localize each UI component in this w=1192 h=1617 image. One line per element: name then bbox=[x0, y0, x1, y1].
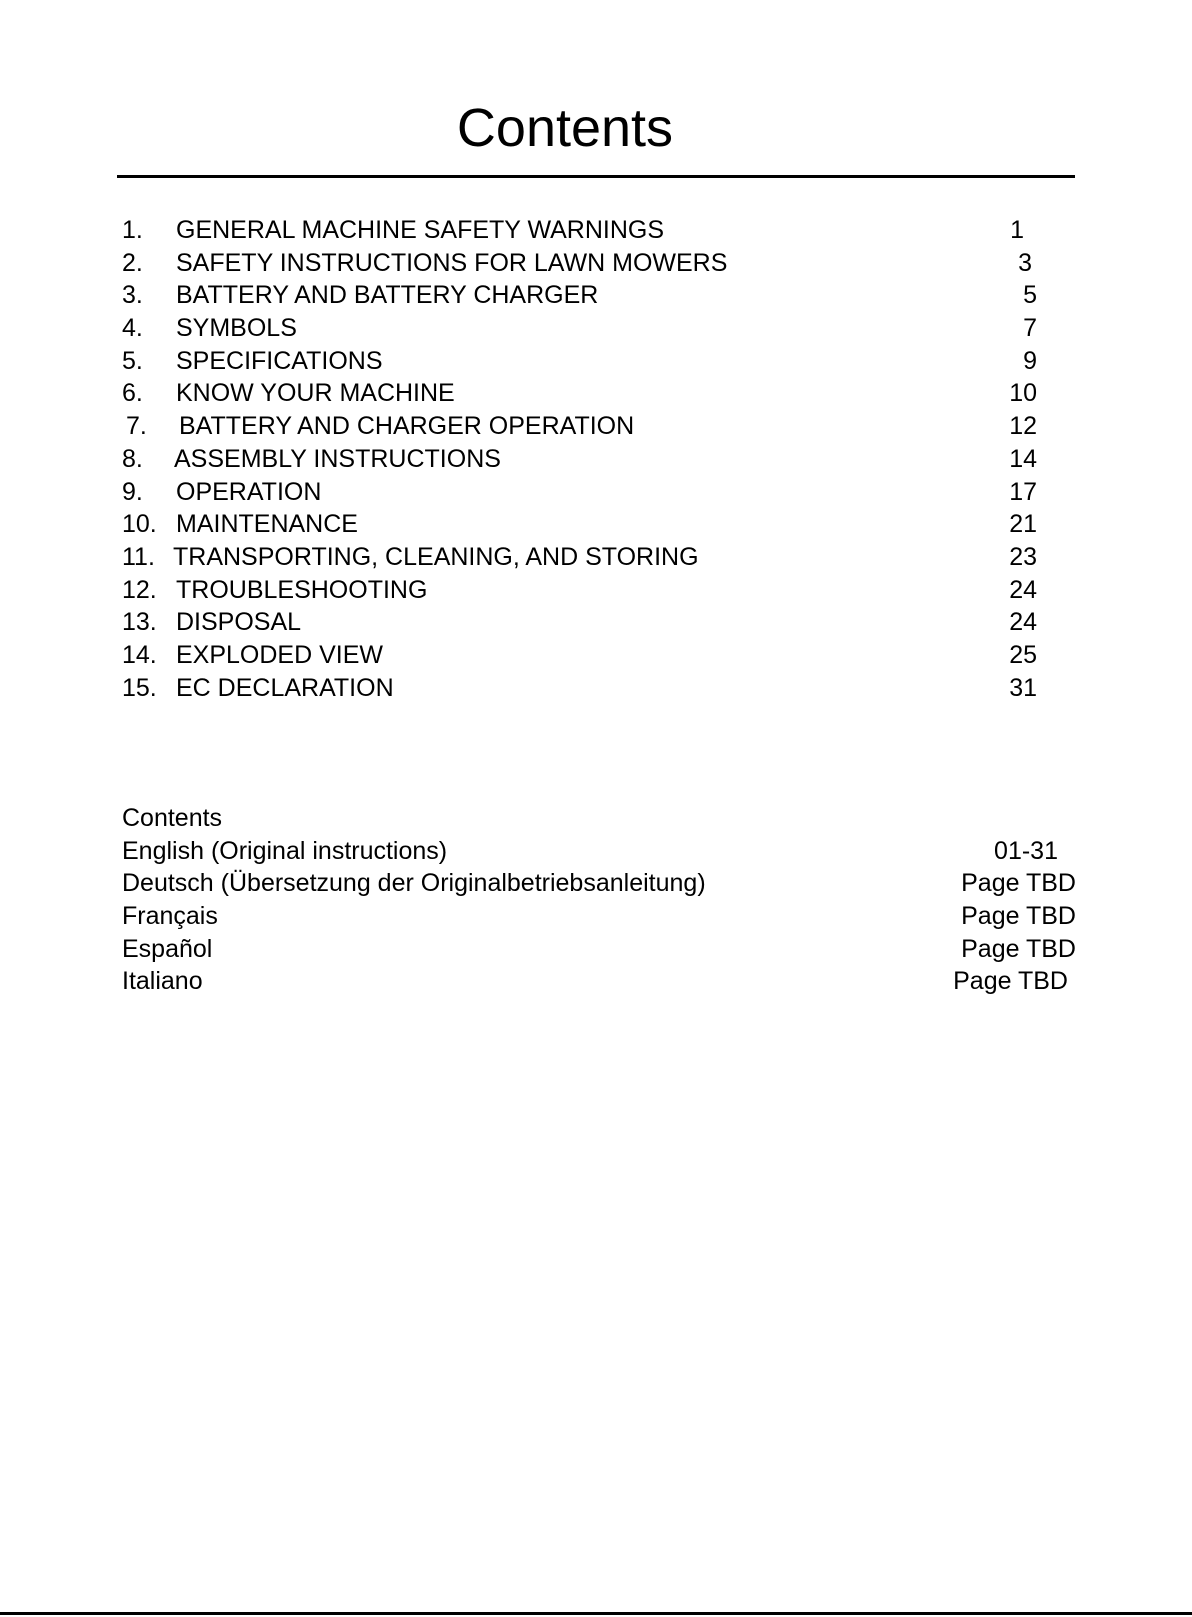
toc-entry-page: 24 bbox=[1009, 575, 1037, 604]
toc-entry-page: 9 bbox=[1023, 346, 1037, 375]
toc-entry-number: 7. bbox=[126, 412, 147, 441]
toc-entry-number: 3. bbox=[122, 281, 143, 310]
language-entry-francais[interactable] bbox=[122, 900, 1076, 933]
toc-entry-number: 11. bbox=[122, 542, 155, 571]
language-name: English (Original instructions) bbox=[122, 836, 448, 865]
language-page: Page TBD bbox=[953, 967, 1068, 996]
toc-entry-page: 7 bbox=[1023, 314, 1037, 343]
toc-entry-title: MAINTENANCE bbox=[176, 510, 358, 539]
title-divider bbox=[117, 175, 1075, 178]
toc-entry-page: 17 bbox=[1009, 477, 1037, 506]
toc-entry-title: SAFETY INSTRUCTIONS FOR LAWN MOWERS bbox=[176, 248, 728, 277]
toc-entry-title: EXPLODED VIEW bbox=[176, 640, 383, 669]
toc-entry[interactable] bbox=[122, 312, 1070, 345]
language-page: Page TBD bbox=[961, 902, 1076, 931]
language-name: Español bbox=[122, 934, 213, 963]
toc-entry[interactable] bbox=[122, 672, 1070, 705]
toc-entry-number: 8. bbox=[122, 444, 143, 473]
toc-entry-number: 9. bbox=[122, 477, 143, 506]
toc-entry-page: 25 bbox=[1009, 640, 1037, 669]
toc-entry-page: 3 bbox=[1018, 248, 1032, 277]
toc-entry-number: 13. bbox=[122, 608, 157, 637]
bottom-border-line bbox=[0, 1612, 1192, 1615]
toc-entry[interactable] bbox=[122, 377, 1070, 410]
toc-entry[interactable] bbox=[122, 279, 1070, 312]
toc-entry[interactable] bbox=[122, 574, 1070, 607]
toc-entry-page: 23 bbox=[1009, 542, 1037, 571]
toc-entry-page: 31 bbox=[1009, 673, 1037, 702]
toc-entry-title: SYMBOLS bbox=[176, 314, 297, 343]
language-name: Français bbox=[122, 902, 218, 931]
toc-entry[interactable] bbox=[122, 476, 1070, 509]
toc-entry-title: GENERAL MACHINE SAFETY WARNINGS bbox=[176, 216, 665, 244]
toc-entry-title: OPERATION bbox=[176, 477, 322, 506]
toc-entry-number: 10. bbox=[122, 510, 157, 539]
language-page: 01-31 bbox=[994, 836, 1058, 865]
toc-entry-number: 4. bbox=[122, 314, 143, 343]
language-name: Italiano bbox=[122, 967, 203, 996]
toc-entry-title: DISPOSAL bbox=[176, 608, 302, 637]
toc-entry-title: BATTERY AND BATTERY CHARGER bbox=[176, 281, 599, 310]
language-entry-deutsch[interactable] bbox=[122, 867, 1076, 900]
toc-entry-page: 12 bbox=[1009, 412, 1037, 441]
toc-entry-title: EC DECLARATION bbox=[176, 673, 394, 702]
toc-entry-page: 21 bbox=[1009, 510, 1037, 539]
toc-entry-title: KNOW YOUR MACHINE bbox=[176, 379, 455, 408]
language-page: Page TBD bbox=[961, 869, 1076, 898]
toc-entry-page: 1 bbox=[1010, 216, 1024, 244]
page-title: Contents bbox=[456, 98, 674, 158]
toc-entry-page: 14 bbox=[1009, 444, 1037, 473]
toc-entry[interactable] bbox=[122, 345, 1070, 378]
toc-entry-number: 1. bbox=[122, 216, 143, 244]
toc-entry-page: 10 bbox=[1009, 379, 1037, 408]
toc-entry[interactable] bbox=[122, 508, 1070, 541]
toc-entry-page: 5 bbox=[1023, 281, 1037, 310]
toc-entry-title: SPECIFICATIONS bbox=[176, 346, 383, 375]
language-contents bbox=[122, 802, 1076, 998]
toc-entry-title: ASSEMBLY INSTRUCTIONS bbox=[174, 444, 501, 473]
language-name: Deutsch (Übersetzung der Originalbetriebsanleitung) bbox=[122, 869, 706, 898]
toc-entry-number: 12. bbox=[122, 575, 157, 604]
toc-entry[interactable] bbox=[122, 606, 1070, 639]
toc-entry-number: 5. bbox=[122, 346, 143, 375]
toc-entry[interactable] bbox=[122, 247, 1070, 280]
toc-entry[interactable] bbox=[122, 541, 1070, 574]
toc-entry-number: 2. bbox=[122, 248, 143, 277]
toc-entry-number: 6. bbox=[122, 379, 143, 408]
language-entry-espanol[interactable] bbox=[122, 933, 1076, 966]
toc-entry-title: BATTERY AND CHARGER OPERATION bbox=[179, 412, 635, 441]
toc-entry-page: 24 bbox=[1009, 608, 1037, 637]
language-entry-italiano[interactable] bbox=[122, 965, 1076, 998]
language-contents-heading: Contents bbox=[122, 804, 223, 832]
toc-entry-title: TRANSPORTING, CLEANING, AND STORING bbox=[173, 542, 699, 571]
toc-entry[interactable] bbox=[122, 639, 1070, 672]
table-of-contents bbox=[122, 214, 1070, 704]
toc-entry[interactable] bbox=[122, 443, 1070, 476]
toc-entry-number: 15. bbox=[122, 673, 157, 702]
language-entry-english[interactable] bbox=[122, 835, 1076, 868]
toc-entry[interactable] bbox=[122, 410, 1070, 443]
toc-entry-number: 14. bbox=[122, 640, 157, 669]
toc-entry-title: TROUBLESHOOTING bbox=[176, 575, 428, 604]
language-page: Page TBD bbox=[961, 934, 1076, 963]
toc-entry[interactable] bbox=[122, 214, 1070, 247]
